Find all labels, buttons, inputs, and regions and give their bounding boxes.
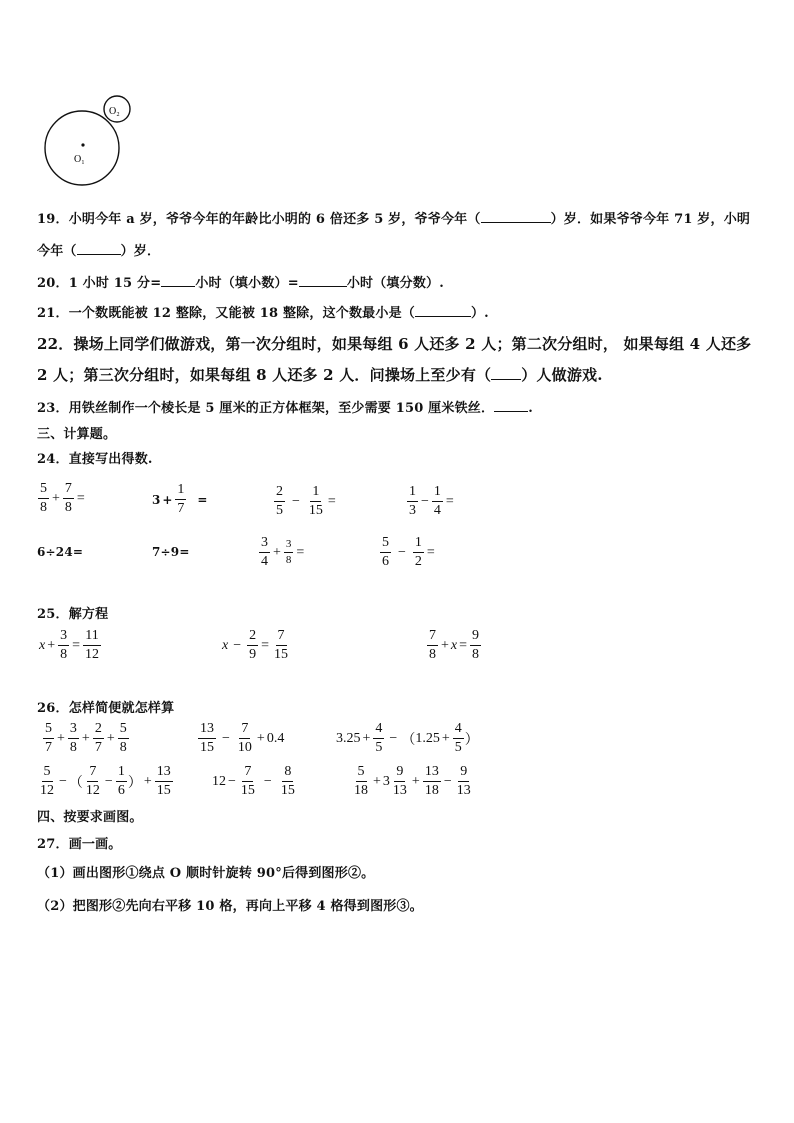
frac: $\frac{7}{8}$ (64, 481, 72, 515)
frac: $\frac{7}{8}$ (429, 628, 436, 662)
frac: $\frac{11}{12}$ (85, 628, 100, 662)
frac: $\frac{2}{5}$ (276, 484, 283, 518)
q27-part-2: （2）把图形②先向右平移 10 格，再向上平移 4 格得到图形③。 (37, 899, 423, 914)
frac: $\frac{5}{18}$ (354, 764, 368, 798)
circle-o1 (45, 111, 119, 185)
frac: $\frac{9}{8}$ (472, 628, 480, 662)
q21-blank[interactable] (415, 304, 471, 317)
frac: $\frac{7}{12}$ (85, 764, 100, 798)
q24-expr-2: 3 + $\frac{1}{7}$ = (152, 482, 208, 516)
frac: $\frac{3}{8}$ (285, 538, 292, 566)
frac: $\frac{8}{15}$ (280, 764, 295, 798)
q19-line2: 今年（ ）岁． (37, 244, 161, 259)
frac: $\frac{5}{8}$ (119, 721, 127, 755)
q20-blank-2[interactable] (299, 274, 347, 287)
q24-expr-4: $\frac{1}{3}$ − $\frac{1}{4}$ = (409, 484, 454, 518)
q26-expr-5: 12 − $\frac{7}{15}$ − $\frac{8}{15}$ (212, 764, 295, 798)
q22-line2: 2 人；第三次分组时，如果每组 8 人还多 2 人．问操场上至少有（ ）人做游戏. (37, 366, 603, 384)
frac: $\frac{13}{18}$ (424, 764, 439, 798)
frac: $\frac{5}{6}$ (382, 535, 389, 569)
q26-title: 26．怎样简便就怎样算 (37, 701, 175, 716)
frac: $\frac{3}{8}$ (60, 628, 68, 662)
label-o2: O₂ (109, 106, 120, 117)
q26-expr-6: $\frac{5}{18}$ + 3 $\frac{9}{13}$ + $\frac{13}{18}$ − $\frac{9}{13}$ (354, 764, 471, 798)
q24-expr-7: $\frac{3}{4}$ + $\frac{3}{8}$ = (261, 535, 305, 569)
frac: $\frac{7}{10}$ (237, 721, 252, 755)
frac: $\frac{1}{2}$ (414, 535, 422, 569)
frac: $\frac{1}{15}$ (308, 484, 323, 518)
center-point-o1 (81, 143, 84, 146)
q26-expr-1: $\frac{5}{7}$ + $\frac{3}{8}$ + $\frac{2}{7}$ + $\frac{5}{8}$ (45, 721, 127, 755)
frac: $\frac{4}{5}$ (375, 721, 383, 755)
frac: $\frac{7}{15}$ (240, 764, 255, 798)
q26-expr-4: $\frac{5}{12}$ − （ $\frac{7}{12}$ − $\frac{1}{6}$ ） + $\frac{13}{15}$ (40, 764, 171, 798)
q24-expr-6: 7÷9= (152, 545, 190, 559)
q25-expr-2: x − $\frac{2}{9}$ = $\frac{7}{15}$ (222, 628, 289, 662)
frac: $\frac{7}{15}$ (274, 628, 289, 662)
q23: 23．用铁丝制作一个棱长是 5 厘米的正方体框架，至少需要 150 厘米铁丝． . (37, 401, 533, 416)
frac: $\frac{2}{7}$ (94, 721, 102, 755)
frac: $\frac{5}{7}$ (45, 721, 52, 755)
circles-figure (40, 92, 140, 192)
q27-part-1: （1）画出图形①绕点 O 顺时针旋转 90°后得到图形②。 (37, 866, 375, 881)
frac: $\frac{3}{4}$ (261, 535, 268, 569)
q24-expr-8: $\frac{5}{6}$ − $\frac{1}{2}$ = (382, 535, 435, 569)
frac: $\frac{5}{12}$ (40, 764, 54, 798)
section-4-heading: 四、按要求画图。 (37, 810, 143, 825)
q22-blank[interactable] (491, 367, 521, 380)
q21: 21．一个数既能被 12 整除，又能被 18 整除，这个数最小是（ ）. (37, 306, 489, 321)
frac: $\frac{1}{3}$ (409, 484, 416, 518)
frac: $\frac{3}{8}$ (69, 721, 77, 755)
frac: $\frac{13}{15}$ (156, 764, 171, 798)
frac: $\frac{5}{8}$ (40, 481, 47, 515)
q24-expr-5: 6÷24= (37, 545, 84, 559)
q25-title: 25．解方程 (37, 607, 109, 622)
frac: $\frac{2}{9}$ (249, 628, 257, 662)
section-3-heading: 三、计算题。 (37, 427, 117, 442)
q19-line1: 19．小明今年 a 岁，爷爷今年的年龄比小明的 6 倍还多 5 岁，爷爷今年（ ）岁．如果爷爷今年 71 岁，小明 (37, 212, 751, 227)
q25-expr-3: $\frac{7}{8}$ + x = $\frac{9}{8}$ (429, 628, 480, 662)
frac: $\frac{9}{13}$ (456, 764, 471, 798)
q25-expr-1: x + $\frac{3}{8}$ = $\frac{11}{12}$ (39, 628, 100, 662)
q24-expr-1: $\frac{5}{8}$ + $\frac{7}{8}$ = (40, 481, 85, 515)
q26-expr-3: 3.25 + $\frac{4}{5}$ − （ 1.25 + $\frac{4}{5}$ ） (336, 721, 479, 755)
frac: $\frac{1}{7}$ (177, 482, 185, 516)
q19-blank-1[interactable] (481, 210, 551, 223)
frac: $\frac{1}{6}$ (117, 764, 125, 798)
q27-title: 27．画一画。 (37, 837, 122, 852)
frac: $\frac{9}{13}$ (392, 764, 407, 798)
q20: 20．1 小时 15 分= 小时（填小数）= 小时（填分数）. (37, 276, 444, 291)
q22-line1: 22．操场上同学们做游戏，第一次分组时，如果每组 6 人还多 2 人；第二次分组时， 如果每组 4 人还多 (37, 335, 752, 353)
frac: $\frac{13}{15}$ (200, 721, 214, 755)
q26-expr-2: $\frac{13}{15}$ − $\frac{7}{10}$ + 0.4 (200, 721, 285, 755)
q19-blank-2[interactable] (77, 242, 121, 255)
q24-title: 24．直接写出得数. (37, 452, 153, 467)
frac: $\frac{4}{5}$ (454, 721, 462, 755)
frac: $\frac{1}{4}$ (433, 484, 441, 518)
q24-expr-3: $\frac{2}{5}$ − $\frac{1}{15}$ = (276, 484, 336, 518)
label-o1: O₁ (74, 154, 85, 165)
q20-blank-1[interactable] (161, 274, 195, 287)
q23-blank[interactable] (494, 399, 528, 412)
